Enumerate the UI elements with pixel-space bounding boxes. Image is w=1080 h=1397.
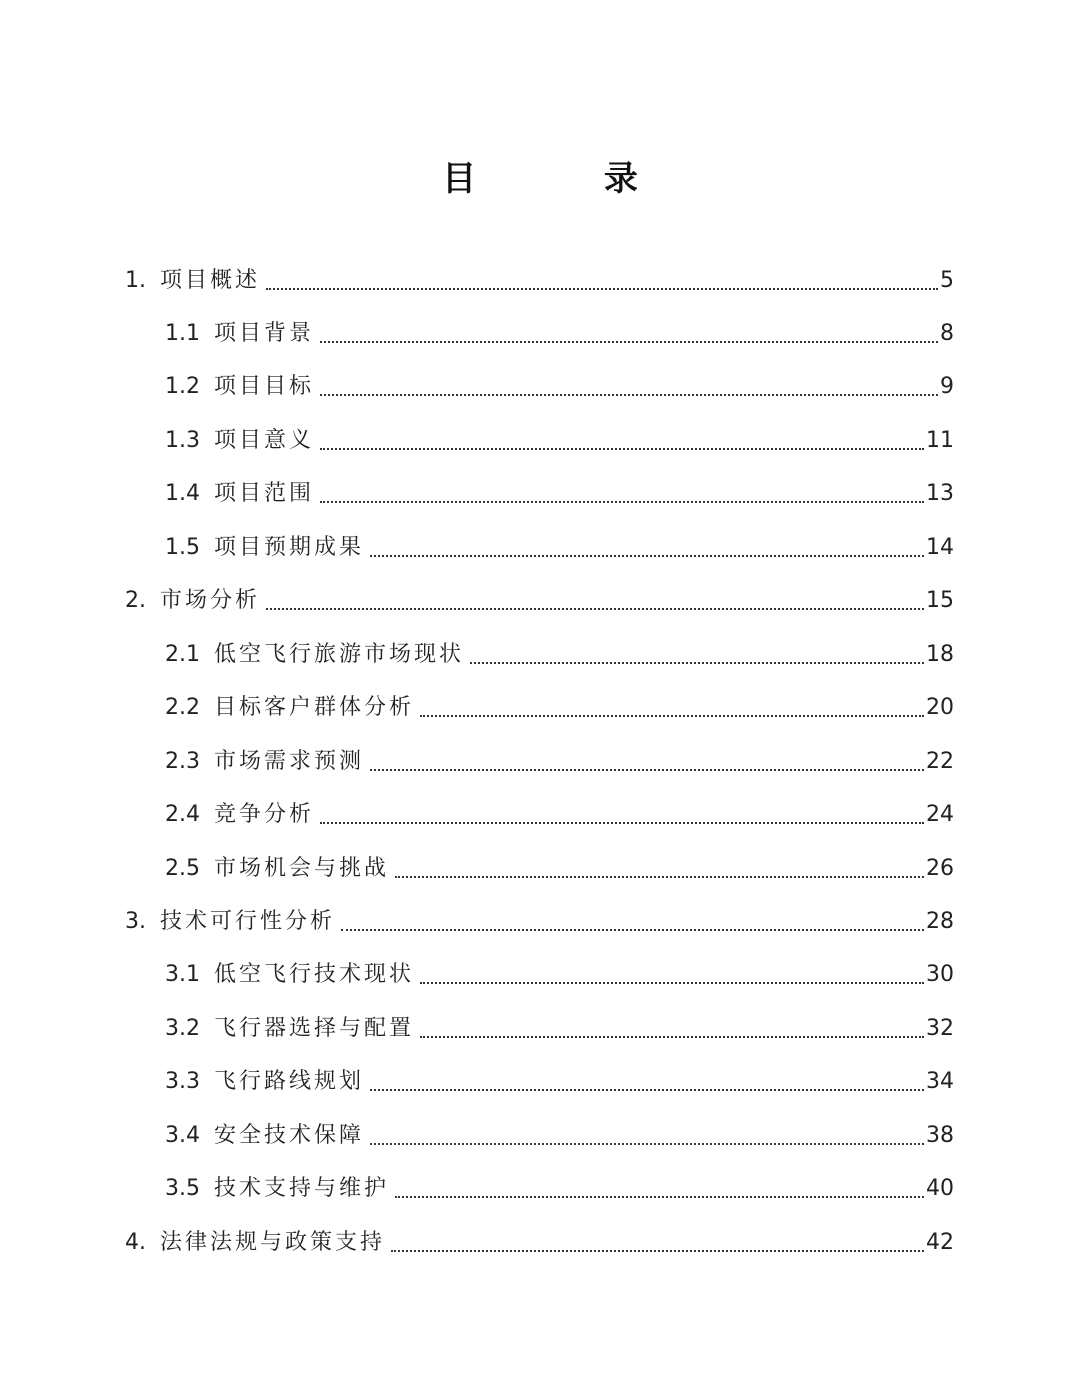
toc-entry-title: 法律法规与政策支持	[160, 1230, 386, 1255]
toc-entry-page: 34	[926, 1069, 954, 1094]
toc-entry-number: 3.4	[165, 1123, 200, 1148]
toc-entry-page: 42	[926, 1230, 954, 1255]
toc-entry[interactable]	[165, 528, 954, 568]
toc-entry[interactable]	[165, 688, 954, 728]
toc-entry[interactable]	[165, 1116, 954, 1156]
toc-entry[interactable]	[165, 1169, 954, 1209]
toc-entry-title: 安全技术保障	[214, 1123, 365, 1148]
toc-entry-title: 飞行器选择与配置	[214, 1016, 415, 1041]
toc-entry-title: 市场机会与挑战	[214, 856, 390, 881]
toc-entry[interactable]	[125, 581, 954, 621]
toc-entry-title: 项目预期成果	[214, 535, 365, 560]
toc-entry-title: 竞争分析	[214, 802, 315, 827]
toc-entry[interactable]	[125, 261, 954, 301]
toc-dot-leader	[470, 662, 924, 664]
toc-entry[interactable]	[165, 955, 954, 995]
toc-entry-page: 13	[926, 481, 954, 506]
toc-dot-leader	[320, 341, 938, 343]
toc-entry-number: 3.3	[165, 1069, 200, 1094]
toc-entry-number: 1.	[125, 268, 146, 293]
toc-entry-page: 28	[926, 909, 954, 934]
toc-entry-number: 1.5	[165, 535, 200, 560]
toc-dot-leader	[320, 394, 938, 396]
toc-entry-number: 2.5	[165, 856, 200, 881]
toc-entry-page: 26	[926, 856, 954, 881]
toc-entry-title: 低空飞行旅游市场现状	[214, 642, 465, 667]
toc-entry-page: 14	[926, 535, 954, 560]
toc-entry-page: 38	[926, 1123, 954, 1148]
toc-entry-number: 3.2	[165, 1016, 200, 1041]
toc-entry[interactable]	[165, 421, 954, 461]
toc-dot-leader	[320, 448, 924, 450]
toc-entry-title: 技术可行性分析	[160, 909, 336, 934]
toc-entry[interactable]	[165, 795, 954, 835]
toc-entry[interactable]	[165, 742, 954, 782]
toc-entry-number: 4.	[125, 1230, 146, 1255]
toc-entry[interactable]	[165, 474, 954, 514]
toc-entry-number: 2.3	[165, 749, 200, 774]
toc-entry[interactable]	[165, 314, 954, 354]
toc-dot-leader	[395, 1196, 924, 1198]
toc-entry-number: 3.1	[165, 962, 200, 987]
toc-entry-number: 1.1	[165, 321, 200, 346]
toc-entry-number: 1.2	[165, 374, 200, 399]
toc-entry-page: 40	[926, 1176, 954, 1201]
toc-entry-title: 市场分析	[160, 588, 261, 613]
toc-entry[interactable]	[125, 902, 954, 942]
toc-entry-page: 5	[940, 268, 954, 293]
toc-entry-number: 1.4	[165, 481, 200, 506]
toc-entry[interactable]	[165, 635, 954, 675]
toc-entry[interactable]	[125, 1223, 954, 1263]
toc-entry-page: 8	[940, 321, 954, 346]
toc-dot-leader	[420, 1036, 924, 1038]
toc-entry-title: 项目背景	[214, 321, 315, 346]
toc-dot-leader	[320, 501, 924, 503]
toc-dot-leader	[391, 1250, 924, 1252]
toc-dot-leader	[341, 929, 924, 931]
toc-entry[interactable]	[165, 849, 954, 889]
toc-entry-page: 11	[926, 428, 954, 453]
toc-entry-page: 18	[926, 642, 954, 667]
toc-entry-title: 技术支持与维护	[214, 1176, 390, 1201]
toc-entry-number: 3.	[125, 909, 146, 934]
toc-entry-page: 15	[926, 588, 954, 613]
toc-entry-number: 3.5	[165, 1176, 200, 1201]
toc-dot-leader	[320, 822, 924, 824]
toc-entry-page: 20	[926, 695, 954, 720]
toc-entry-page: 32	[926, 1016, 954, 1041]
toc-dot-leader	[266, 608, 924, 610]
toc-dot-leader	[370, 1089, 924, 1091]
toc-dot-leader	[370, 555, 924, 557]
toc-entry-number: 2.4	[165, 802, 200, 827]
toc-entry-page: 22	[926, 749, 954, 774]
toc-dot-leader	[420, 715, 924, 717]
toc-entry-page: 30	[926, 962, 954, 987]
toc-entry[interactable]	[165, 1062, 954, 1102]
toc-entry-title: 项目概述	[160, 268, 261, 293]
toc-dot-leader	[420, 982, 924, 984]
toc-entry[interactable]	[165, 1009, 954, 1049]
toc-dot-leader	[370, 769, 924, 771]
toc-entry-title: 目标客户群体分析	[214, 695, 415, 720]
toc-entry-title: 项目目标	[214, 374, 315, 399]
toc-entry[interactable]	[165, 367, 954, 407]
toc-entry-page: 24	[926, 802, 954, 827]
toc-title: 目 录	[442, 159, 696, 199]
toc-entry-title: 飞行路线规划	[214, 1069, 365, 1094]
toc-dot-leader	[266, 288, 938, 290]
toc-entry-title: 低空飞行技术现状	[214, 962, 415, 987]
toc-entry-title: 项目意义	[214, 428, 315, 453]
toc-entry-title: 项目范围	[214, 481, 315, 506]
toc-dot-leader	[370, 1143, 924, 1145]
toc-entry-number: 2.	[125, 588, 146, 613]
toc-entry-page: 9	[940, 374, 954, 399]
toc-entry-number: 2.1	[165, 642, 200, 667]
toc-dot-leader	[395, 876, 924, 878]
toc-entry-number: 1.3	[165, 428, 200, 453]
toc-entry-number: 2.2	[165, 695, 200, 720]
toc-entry-title: 市场需求预测	[214, 749, 365, 774]
